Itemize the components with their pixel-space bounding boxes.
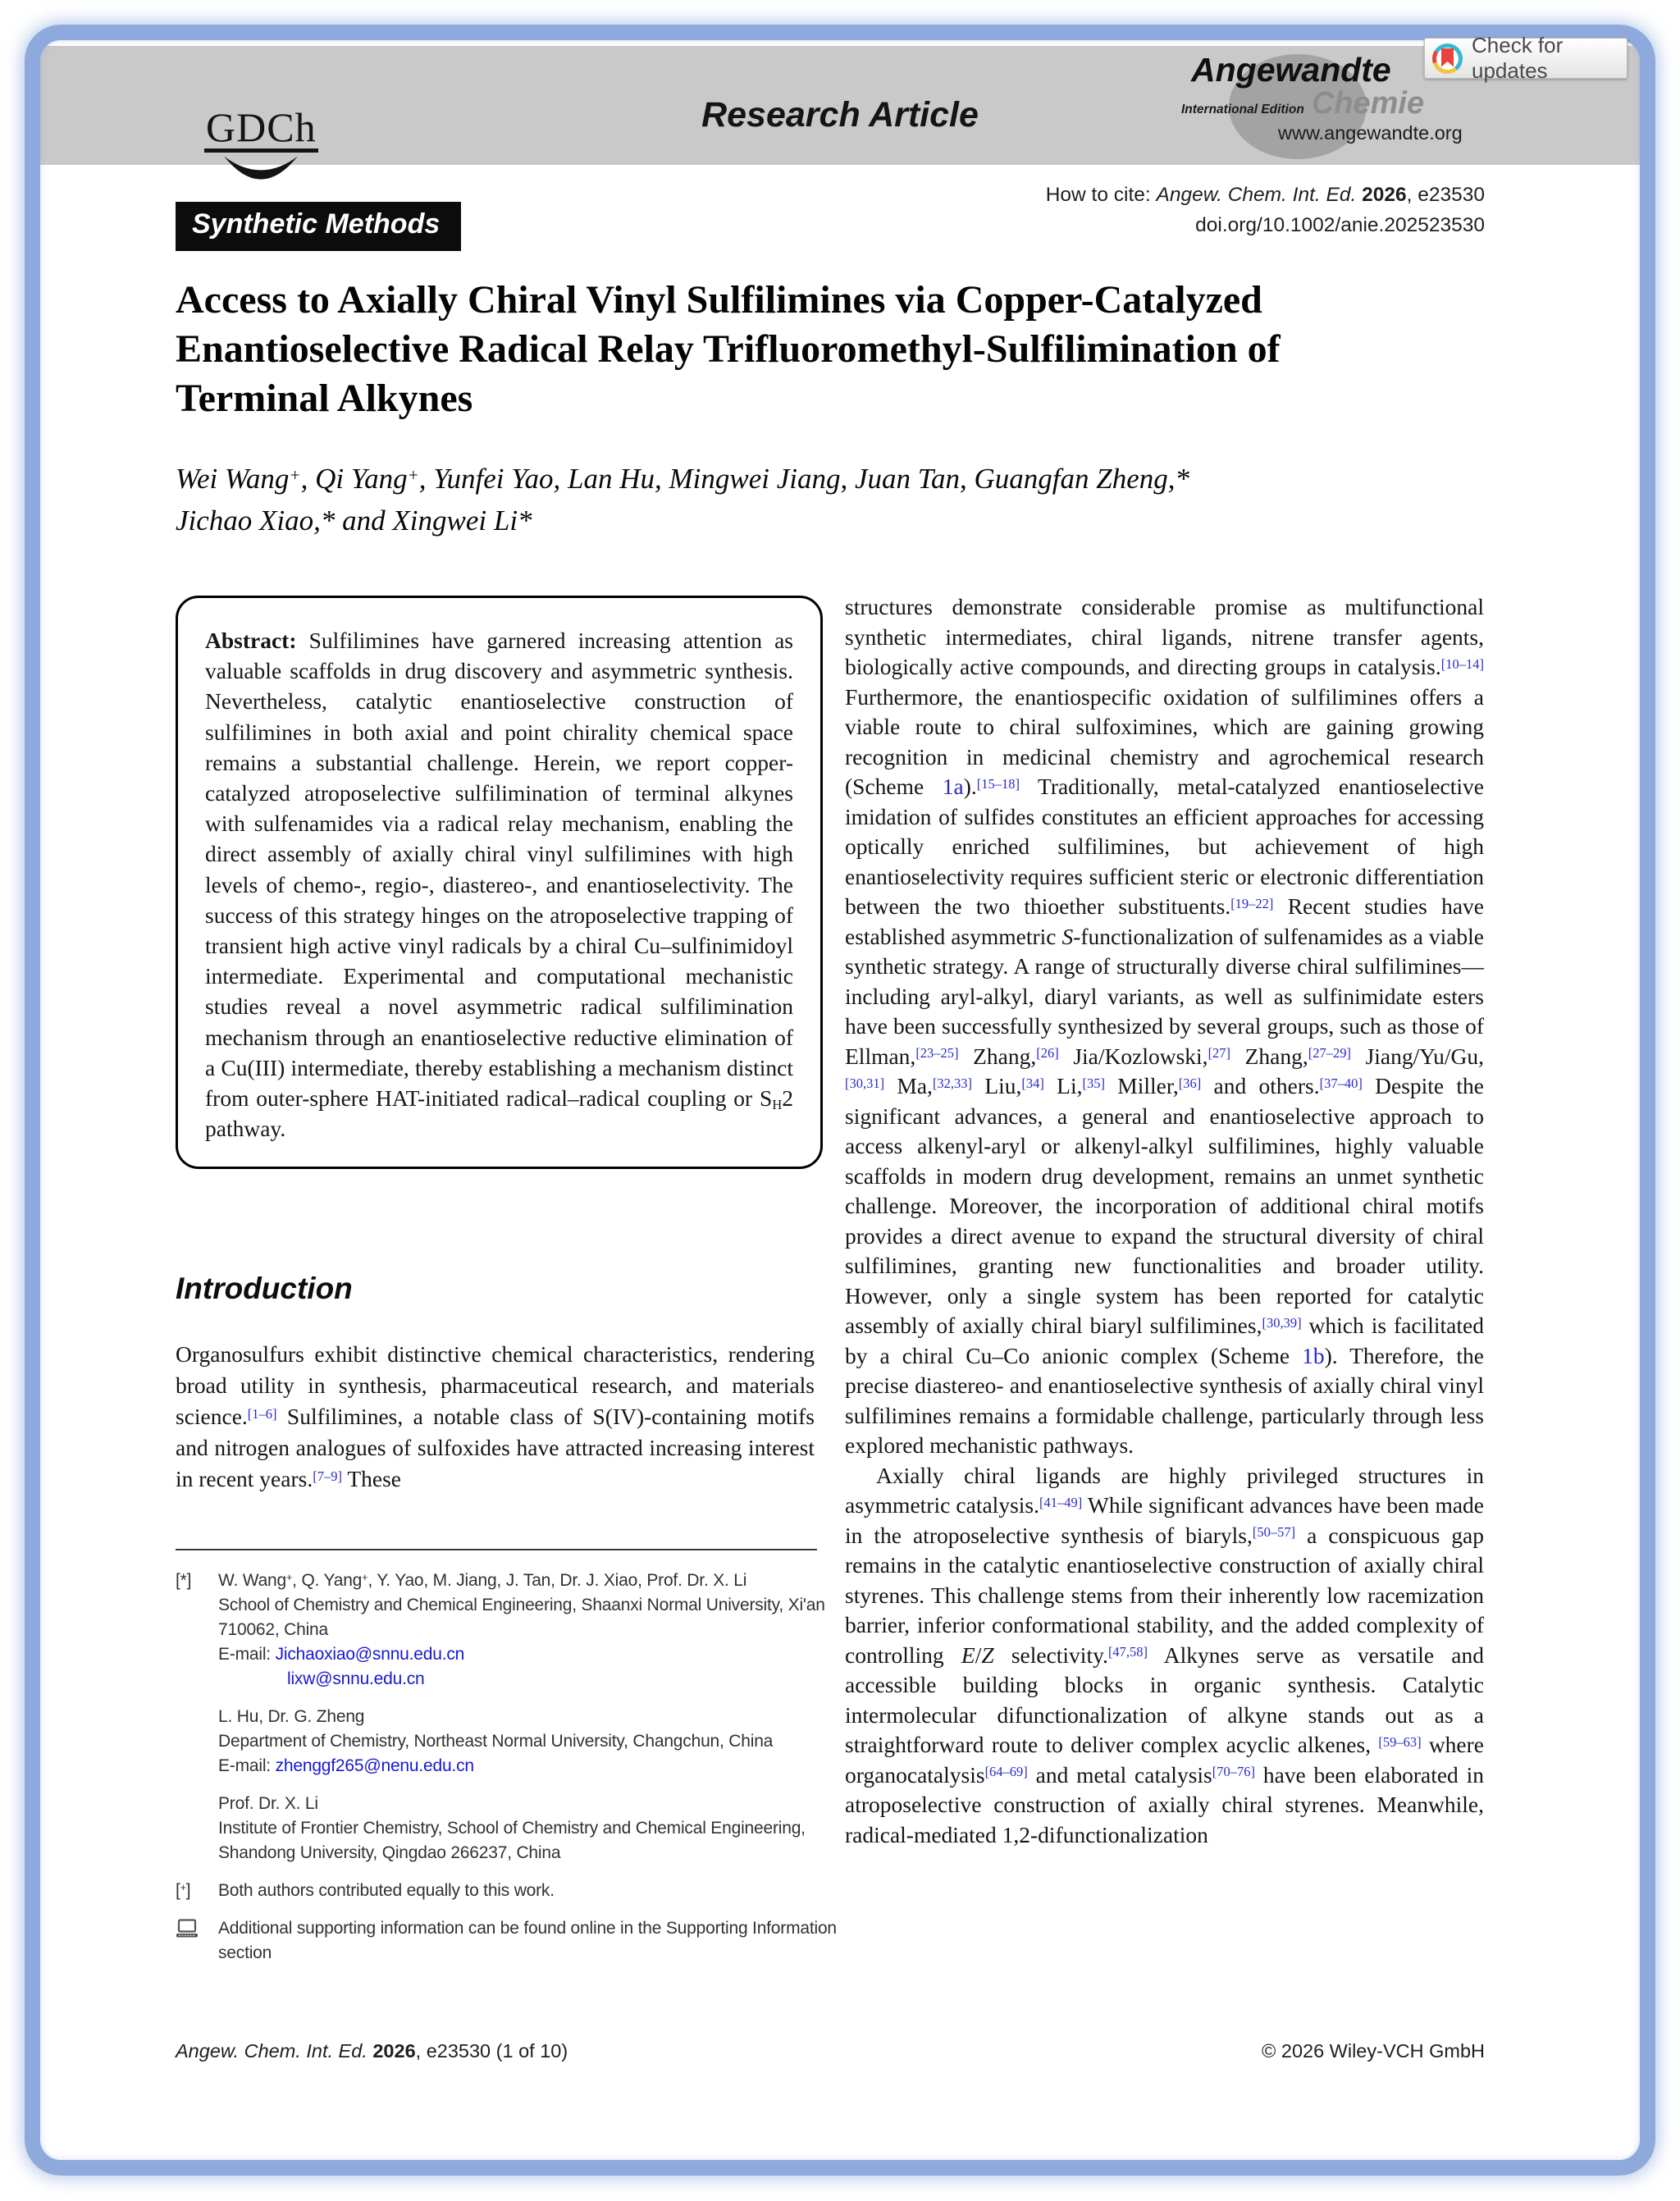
text-segment: + [180,1882,186,1894]
text-segment: , Yunfei Yao, Lan Hu, Mingwei Jiang, Juan Tan, Guangfan Zheng,* [418,463,1190,495]
citation-link[interactable]: [41–49] [1039,1494,1083,1510]
text-segment: ). Therefore, the precise diastereo- and enantioselective synthesis of axially chiral vinyl sulfilimines remains a formidable challenge, particularly through less explored mechanistic pathways. [845,1342,1484,1458]
introduction-heading: Introduction [176,1272,353,1305]
citation-link[interactable]: [7–9] [313,1468,342,1484]
citation-link[interactable]: [50–57] [1252,1524,1296,1541]
citation-link[interactable]: [36] [1178,1075,1202,1091]
introduction-paragraph [176,1339,815,1495]
citation-link[interactable]: [35] [1082,1075,1105,1091]
body-paragraph [845,592,1484,1461]
text-segment: Angew. Chem. Int. Ed. [1156,184,1363,206]
text-segment: 2026 [372,2040,416,2062]
body-paragraph [845,1461,1484,1851]
affiliation-2 [176,1705,842,1779]
text-segment: S [1061,923,1074,949]
affiliation-3 [176,1792,842,1865]
doi-link[interactable]: doi.org/10.1002/anie.202523530 [1195,214,1485,236]
text-segment: Recent studies have established asymmetric [845,893,1485,949]
angewandte-name: Angewandte [1191,51,1391,89]
author-list [176,458,1488,541]
citation-link[interactable]: [30,31] [845,1075,885,1091]
citation-link[interactable]: [27–29] [1308,1045,1352,1062]
email-link[interactable]: Jichaoxiao@snnu.edu.cn [275,1645,465,1664]
affiliation-address: Institute of Frontier Chemistry, School of Chemistry and Chemical Engineering, Shandong University, Qingdao 266237, China [218,1819,806,1862]
email-link[interactable]: zhenggf265@nenu.edu.cn [275,1756,474,1775]
equal-contribution-note [176,1879,842,1903]
citation-link[interactable]: [19–22] [1230,895,1274,911]
citation-link[interactable]: [32,33] [932,1075,973,1091]
citation-link[interactable]: [47,58] [1107,1644,1148,1660]
text-segment: and metal catalysis [1027,1761,1212,1788]
text-segment: where organocatalysis [845,1732,1484,1788]
footnote-divider [176,1549,817,1550]
title-line-2: Enantioselective Radical Relay Trifluoromethyl-Sulfilimination of [176,327,1281,371]
supporting-information-text: Additional supporting information can be found online in the Supporting Information section [218,1919,837,1962]
crossmark-icon [1432,43,1463,74]
citation-link[interactable]: [64–69] [984,1764,1028,1780]
text-segment: H [772,1097,783,1113]
text-segment: Zhang, [1230,1043,1308,1069]
footnote-marker-empty [176,1705,218,1779]
text-segment: Liu, [972,1073,1022,1098]
affiliation-authors [218,1569,842,1593]
body-text-right-column [845,592,1484,1850]
citation-link[interactable]: [30,39] [1262,1314,1302,1331]
citation-link[interactable]: [70–76] [1212,1764,1255,1780]
text-segment: + [289,464,301,485]
gdch-logo-text: GDCh [204,107,318,153]
text-segment: , Q. Yang [292,1571,363,1590]
text-segment: Z [981,1642,994,1668]
footer-citation [176,2040,568,2062]
text-segment: a conspicuous gap remains in the catalytic enantioselective construction of axially chiral styrenes. This challenge stems from their inherently low racemization barrier, inferior conformational stability, and the added complexity of controlling [845,1522,1484,1668]
abstract-box [176,596,823,1169]
check-for-updates-button[interactable] [1424,33,1628,83]
text-segment: Furthermore, the enantiospecific oxidation of sulfilimines offers a viable route to chiral sulfoximines, which are gaining growing recognition in medicinal chemistry and agrochemical research (Scheme [845,683,1484,799]
text-segment: ). [963,774,977,799]
email-label: E-mail: [218,1645,276,1664]
citation-link[interactable]: [23–25] [915,1045,959,1062]
supporting-information-note [176,1916,842,1966]
text-segment: + [362,1572,368,1584]
footnotes-block [176,1569,842,1979]
text-segment: Alkynes serve as versatile and accessible building blocks in organic synthesis. Catalytic intermolecular difunctionalization of alkyne stands out as a straightforward route to deliver complex acyclic alkenes, [845,1642,1484,1757]
footnote-marker-plus [176,1879,218,1903]
affiliation-authors: Prof. Dr. X. Li [218,1794,318,1813]
how-to-cite-line [829,180,1485,210]
text-segment: These [341,1466,401,1491]
citation-link[interactable]: [59–63] [1378,1733,1422,1750]
text-segment: , Qi Yang [300,463,408,495]
citation-link[interactable]: [37–40] [1319,1075,1363,1091]
text-segment: which is facilitated by a chiral Cu–Co anionic complex (Scheme [845,1313,1484,1368]
text-segment: Despite the significant advances, a general and enantioselective approach to access alkenyl-aryl or alkenyl-alkyl sulfilimines, highly valuable scaffolds in modern drug development, remains an unmet synthetic challenge. Moreover, the incorporation of additional chiral motifs provides a direct avenue to expand the structural diversity of chiral sulfilimines, granting new functionalities and broader utility. However, only a single system has been reported for catalytic assembly of axially chiral biaryl sulfilimines, [845,1073,1484,1338]
text-segment: have been elaborated in atroposelective construction of axially chiral styrenes. Meanwhile, radical-mediated 1,2-difunctionalization [845,1761,1484,1847]
affiliation-address: Department of Chemistry, Northeast Normal University, Changchun, China [218,1732,774,1751]
computer-icon [176,1919,199,1938]
article-type-label: Research Article [701,95,979,135]
footer-copyright: © 2026 Wiley-VCH GmbH [1262,2040,1485,2062]
equal-contribution-text: Both authors contributed equally to this work. [218,1881,555,1900]
text-segment: Angew. Chem. Int. Ed. [176,2040,373,2062]
text-segment: structures demonstrate considerable promise as multifunctional synthetic intermediates, chiral ligands, nitrene transfer agents, biologically active compounds, and directing groups in catalysis. [845,594,1484,679]
text-segment: Wei Wang [176,463,290,495]
scheme-link[interactable]: 1a [942,774,964,799]
angewandte-edition-label: International Edition [1181,103,1304,117]
gdch-bowl-icon [215,155,307,188]
text-segment: Jichao Xiao,* and Xingwei Li* [176,505,532,537]
text-segment: -functionalization of sulfenamides as a viable synthetic strategy. A range of structurally diverse chiral sulfilimines—including aryl-alkyl, diaryl variants, as well as sulfinimidate esters have been successfully synthesized by several groups, such as those of Ellman, [845,923,1485,1069]
affiliation-address: School of Chemistry and Chemical Engineering, Shaanxi Normal University, Xi'an 710062, China [218,1596,825,1639]
text-segment: E [961,1642,975,1668]
text-segment: , Y. Yao, M. Jiang, J. Tan, Dr. J. Xiao, Prof. Dr. X. Li [368,1571,747,1590]
affiliation-1 [176,1569,842,1692]
text-segment: While significant advances have been made in the atroposelective synthesis of biaryls, [845,1492,1484,1548]
citation-link[interactable]: [15–18] [976,775,1020,792]
check-for-updates-label: Check for updates [1472,33,1564,83]
how-to-cite-block [829,180,1485,240]
text-segment: Jia/Kozlowski, [1058,1043,1208,1069]
text-segment: Zhang, [958,1043,1037,1069]
text-segment: , e23530 [1406,184,1485,206]
text-segment: / [975,1642,982,1668]
text-segment: Sulfilimines, a notable class of S(IV)-containing motifs and nitrogen analogues of sulfoxides have attracted increasing interest in recent years. [176,1404,815,1491]
text-segment: Axially chiral ligands are highly privileged structures in asymmetric catalysis. [845,1462,1484,1518]
text-segment: ] [185,1881,191,1900]
affiliation-authors: L. Hu, Dr. G. Zheng [218,1707,365,1726]
email-label: E-mail: [218,1756,276,1775]
author-line-2 [176,500,1488,541]
article-category-badge: Synthetic Methods [176,202,461,251]
text-segment: Organosulfurs exhibit distinctive chemical characteristics, rendering broad utility in synthesis, pharmaceutical research, and materials science. [176,1341,815,1429]
page-title [176,276,1488,423]
citation-link[interactable]: [1–6] [247,1405,277,1422]
citation-link[interactable]: [27] [1208,1045,1231,1062]
text-segment: How to cite: [1045,184,1157,206]
citation-link[interactable]: [10–14] [1440,655,1484,672]
footnote-marker-empty [176,1792,218,1865]
angewandte-chemie-label: Chemie [1311,86,1425,121]
text-segment: + [286,1572,293,1584]
scheme-link[interactable]: 1b [1302,1342,1325,1368]
text-segment: W. Wang [218,1571,287,1590]
footnote-marker-asterisk: [*] [176,1571,192,1590]
citation-link[interactable]: [34] [1021,1075,1044,1091]
text-segment: selectivity. [993,1642,1108,1668]
text-segment: Li, [1043,1073,1083,1098]
text-segment: Abstract: [205,628,309,653]
angewandte-url: www.angewandte.org [1278,122,1463,144]
text-segment: Sulfilimines have garnered increasing attention as valuable scaffolds in drug discovery and asymmetric synthesis. Nevertheless, catalytic enantioselective construction of sulfilimines in both axial and point chirality chemical space remains a substantial challenge. Herein, we report copper-catalyzed atroposelective sulfilimination of terminal alkynes with sulfenamides via a radical relay mechanism, enabling the direct assembly of axially chiral vinyl sulfilimines with high levels of chemo-, regio-, diastereo-, and enantioselectivity. The success of this strategy hinges on the atroposelective trapping of transient high active vinyl radicals by a chiral Cu–sulfinimidoyl intermediate. Experimental and computational mechanistic studies reveal a novel asymmetric radical sulfilimination mechanism through an enantioselective reductive elimination of a Cu(III) intermediate, thereby establishing a mechanism distinct from outer-sphere HAT-initiated radical–radical coupling or S [205,628,794,1112]
text-segment: Ma, [884,1073,933,1098]
text-segment: , e23530 (1 of 10) [415,2040,568,2062]
text-segment: 2 pathway. [205,1085,793,1142]
text-segment: Miller, [1105,1073,1179,1098]
text-segment: 2026 [1362,184,1407,206]
text-segment: + [407,464,419,485]
email-link[interactable]: lixw@snnu.edu.cn [287,1669,425,1688]
text-segment: Jiang/Yu/Gu, [1351,1043,1484,1069]
title-line-1: Access to Axially Chiral Vinyl Sulfilimines via Copper-Catalyzed [176,278,1262,322]
text-segment: Traditionally, metal-catalyzed enantioselective imidation of sulfides constitutes an efficient approaches for accessing optically enriched sulfilimines, but achievement of high enantioselectivity requires sufficient steric or electronic differentiation between the two thioether substituents. [845,774,1484,919]
author-line-1 [176,458,1488,500]
text-segment: [ [176,1881,180,1900]
text-segment: and others. [1201,1073,1320,1098]
title-line-3: Terminal Alkynes [176,377,473,420]
citation-link[interactable]: [26] [1036,1045,1059,1062]
